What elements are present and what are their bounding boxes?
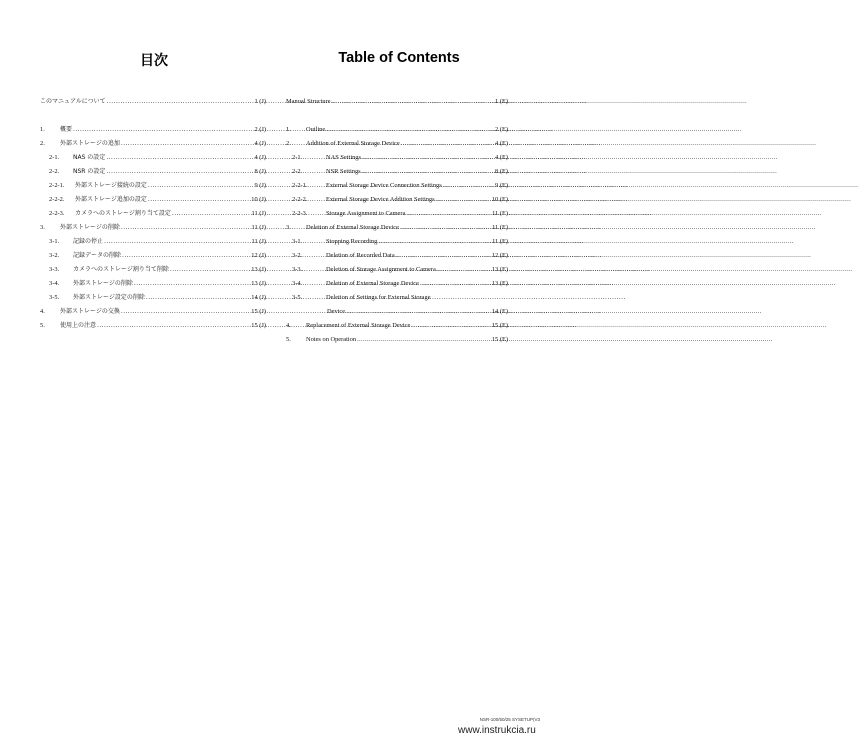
leader-dots	[346, 306, 491, 318]
toc-entry-page: 11 (J)	[251, 224, 266, 231]
toc-entry-label: 記録データの削除	[73, 252, 122, 259]
toc-entry-label: 外部ストレージの削除	[73, 280, 133, 287]
toc-entry-number: 2.	[286, 140, 291, 147]
toc-entry-label: 外部ストレージ設定の削除	[73, 294, 145, 301]
leader-dots	[121, 222, 251, 234]
leader-dots	[443, 180, 494, 192]
leader-dots	[122, 250, 250, 262]
toc-entry-page: 1 (E)	[495, 98, 508, 105]
toc-entry-en-2-2-2[interactable]	[286, 194, 508, 206]
toc-entry-en-1[interactable]	[286, 124, 508, 136]
toc-entry-en-3-5-cont[interactable]	[286, 306, 508, 318]
toc-entry-page: 13 (J)	[251, 266, 266, 273]
toc-entry-page: 10 (E)	[491, 196, 508, 203]
toc-entry-number: 2-2-2.	[49, 196, 65, 203]
toc-entry-label: Deletion of Storage Assignment to Camera	[326, 266, 436, 273]
leader-dots	[106, 166, 253, 178]
toc-entry-label: NAS Settings	[326, 154, 361, 161]
watermark: www.instrukcia.ru	[458, 725, 536, 736]
toc-entry-number: 2-2.	[49, 168, 60, 175]
leader-dots	[332, 96, 495, 108]
toc-entry-en-4[interactable]	[286, 320, 508, 332]
leader-dots	[107, 96, 254, 108]
leader-dots	[400, 222, 491, 234]
toc-entry-jp-3-1[interactable]	[40, 236, 266, 248]
toc-entry-label: NAS の設定	[73, 154, 106, 161]
toc-entry-label: 外部ストレージの交換	[60, 308, 120, 315]
toc-entry-page: 13 (J)	[251, 280, 266, 287]
leader-dots	[411, 320, 491, 332]
toc-entry-number: 2-2-3.	[49, 210, 65, 217]
toc-entry-number: 2-1.	[49, 154, 60, 161]
toc-entry-label-continued: Device	[327, 308, 346, 315]
toc-entry-page: 14 (J)	[251, 294, 266, 301]
toc-entry-en-3-5[interactable]	[286, 292, 508, 304]
toc-entry-jp-3-5[interactable]	[40, 292, 266, 304]
toc-entry-page: 14 (E)	[491, 308, 508, 315]
toc-entry-label: Notes on Operation	[306, 336, 357, 343]
toc-entry-page: 15 (J)	[251, 322, 266, 329]
toc-entry-jp-2-2[interactable]	[40, 166, 266, 178]
leader-dots	[437, 264, 491, 276]
document-code: NSR-100/50/25 SYSETUP(V3	[479, 717, 540, 722]
leader-dots	[134, 278, 250, 290]
toc-entry-page: 4 (J)	[254, 140, 266, 147]
leader-dots	[121, 138, 254, 150]
toc-entry-page: 13 (E)	[491, 266, 508, 273]
leader-dots	[326, 124, 494, 136]
toc-entry-en-3-1[interactable]	[286, 236, 508, 248]
toc-entry-number: 3-2.	[292, 252, 303, 259]
toc-entry-label: Stopping Recording	[326, 238, 378, 245]
toc-entry-number: 3-5.	[49, 294, 60, 301]
toc-entry-label: External Storage Device Addition Settings	[326, 196, 435, 203]
toc-entry-en-2-2-3[interactable]	[286, 208, 508, 220]
toc-entry-number: 2-1.	[292, 154, 303, 161]
toc-entry-page: 9 (E)	[495, 182, 508, 189]
toc-entry-label: 外部ストレージの追加	[60, 140, 120, 147]
toc-entry-label: Deletion of Recorded Data	[326, 252, 395, 259]
toc-entry-number: 1.	[40, 126, 45, 133]
toc-entry-en-3-4[interactable]	[286, 278, 508, 290]
leader-dots	[401, 138, 494, 150]
toc-entry-number: 3-1.	[49, 238, 60, 245]
toc-entry-page: 11 (E)	[492, 210, 508, 217]
leader-dots	[436, 194, 491, 206]
toc-entry-label: NSR Settings	[326, 168, 361, 175]
toc-entry-label: Storage Assignment to Camera	[326, 210, 406, 217]
toc-title-japanese: 目次	[140, 52, 168, 68]
leader-dots	[121, 306, 250, 318]
toc-entry-number: 1.	[286, 126, 291, 133]
toc-entry-label: Deletion of External Storage Device	[326, 280, 419, 287]
toc-entry-page: 12 (J)	[251, 252, 266, 259]
toc-entry-label: NSR の設定	[73, 168, 106, 175]
toc-entry-en-2-2[interactable]	[286, 166, 508, 178]
toc-entry-page: 4 (J)	[254, 154, 266, 161]
toc-entry-number: 3-4.	[49, 280, 60, 287]
toc-entry-page: 4 (E)	[495, 154, 508, 161]
toc-entry-number: 2-2-1.	[49, 182, 65, 189]
toc-entry-en-3-3[interactable]	[286, 264, 508, 276]
toc-entry-number: 2-2-1.	[292, 182, 308, 189]
toc-entry-label: Manual Structure	[286, 98, 331, 105]
toc-entry-page: 9 (J)	[254, 182, 266, 189]
leader-dots	[420, 278, 491, 290]
toc-entry-page: 1 (J)	[254, 98, 266, 105]
toc-entry-en-5[interactable]	[286, 334, 508, 346]
toc-entry-en-2-2-1[interactable]	[286, 180, 508, 192]
toc-entry-page: 15 (J)	[251, 308, 266, 315]
toc-entry-number: 3-4.	[292, 280, 303, 287]
toc-entry-page: 11 (J)	[251, 238, 266, 245]
toc-entry-number: 4.	[286, 322, 291, 329]
toc-entry-number: 2-2-2.	[292, 196, 308, 203]
toc-entry-jp-3-2[interactable]	[40, 250, 266, 262]
toc-entry-label: 使用上の注意	[60, 322, 97, 329]
toc-entry-label: External Storage Device Connection Settings	[326, 182, 442, 189]
toc-entry-page: 8 (J)	[254, 168, 266, 175]
toc-entry-number: 3-3.	[49, 266, 60, 273]
leader-dots	[146, 292, 250, 304]
toc-entry-number: 3.	[40, 224, 45, 231]
toc-entry-label: Replacement of External Storage Device	[306, 322, 411, 329]
toc-entry-jp-2-2-2[interactable]	[40, 194, 266, 206]
toc-entry-jp-3[interactable]	[40, 222, 266, 234]
toc-entry-number: 4.	[40, 308, 45, 315]
toc-entry-page: 4 (E)	[495, 140, 508, 147]
leader-dots	[148, 180, 254, 192]
toc-entry-page: 15 (E)	[491, 322, 508, 329]
toc-entry-jp-3-3[interactable]	[40, 264, 266, 276]
toc-entry-number: 3-1.	[292, 238, 303, 245]
toc-entry-number: 3-2.	[49, 252, 60, 259]
leader-dots	[148, 194, 250, 206]
toc-entry-en-3-2[interactable]	[286, 250, 508, 262]
leader-dots	[97, 320, 250, 332]
toc-entry-number: 3-3.	[292, 266, 303, 273]
toc-entry-jp-2-1[interactable]	[40, 152, 266, 164]
toc-entry-number: 5.	[40, 322, 45, 329]
toc-entry-label: 外部ストレージ追加の設定	[75, 196, 147, 203]
toc-entry-jp-2-2-3[interactable]	[40, 208, 266, 220]
toc-entry-jp-2[interactable]	[40, 138, 266, 150]
toc-title-english: Table of Contents	[338, 50, 460, 66]
toc-entry-number: 3.	[286, 224, 291, 231]
toc-entry-page: 13 (E)	[491, 280, 508, 287]
leader-dots	[172, 208, 251, 220]
leader-dots	[406, 208, 491, 220]
toc-entry-page: 11 (J)	[251, 210, 266, 217]
toc-entry-page: 8 (E)	[495, 168, 508, 175]
toc-entry-jp-3-4[interactable]	[40, 278, 266, 290]
toc-entry-number: 2.	[40, 140, 45, 147]
toc-entry-label: 記録の停止	[73, 238, 104, 245]
toc-entry-label: カメラへのストレージ割り当て削除	[73, 266, 169, 273]
toc-entry-number: 5.	[286, 336, 291, 343]
toc-entry-label: 概要	[60, 126, 73, 133]
leader-dots	[357, 334, 491, 346]
toc-entry-en-manual[interactable]	[286, 96, 508, 108]
toc-entry-en-2-1[interactable]	[286, 152, 508, 164]
leader-dots	[362, 152, 494, 164]
toc-entry-label: Deletion of External Storage Device	[306, 224, 399, 231]
toc-entry-label: Addition of External Storage Device	[306, 140, 400, 147]
toc-entry-page: 12 (E)	[491, 252, 508, 259]
toc-entry-label: Deletion of Settings for External Storage	[326, 294, 431, 301]
toc-entry-number: 3-5.	[292, 294, 303, 301]
toc-entry-label: Outline	[306, 126, 326, 133]
toc-entry-jp-4[interactable]	[40, 306, 266, 318]
toc-entry-page: 10 (J)	[251, 196, 266, 203]
toc-entry-page: 2 (J)	[254, 126, 266, 133]
toc-entry-jp-1[interactable]	[40, 124, 266, 136]
toc-entry-label: 外部ストレージの削除	[60, 224, 120, 231]
toc-entry-page: 2 (E)	[495, 126, 508, 133]
toc-entry-page: 15 (E)	[491, 336, 508, 343]
toc-entry-en-3[interactable]	[286, 222, 508, 234]
toc-entry-jp-2-2-1[interactable]	[40, 180, 266, 192]
leader-dots	[104, 236, 250, 248]
leader-dots	[378, 236, 491, 248]
toc-entry-jp-5[interactable]	[40, 320, 266, 332]
toc-entry-page: 11 (E)	[492, 224, 508, 231]
toc-entry-label: カメラへのストレージ割り当て設定	[75, 210, 171, 217]
leader-dots	[106, 152, 253, 164]
toc-entry-number: 2-2-3.	[292, 210, 308, 217]
toc-entry-number: 2-2.	[292, 168, 303, 175]
toc-entry-en-2[interactable]	[286, 138, 508, 150]
leader-dots	[396, 250, 491, 262]
toc-entry-jp-manual[interactable]	[40, 96, 266, 108]
toc-entry-label: 外部ストレージ接続の設定	[75, 182, 147, 189]
leader-dots	[73, 124, 253, 136]
toc-entry-page: 11 (E)	[492, 238, 508, 245]
leader-dots	[170, 264, 250, 276]
toc-entry-label: このマニュアルについて	[40, 98, 106, 105]
leader-dots	[362, 166, 494, 178]
